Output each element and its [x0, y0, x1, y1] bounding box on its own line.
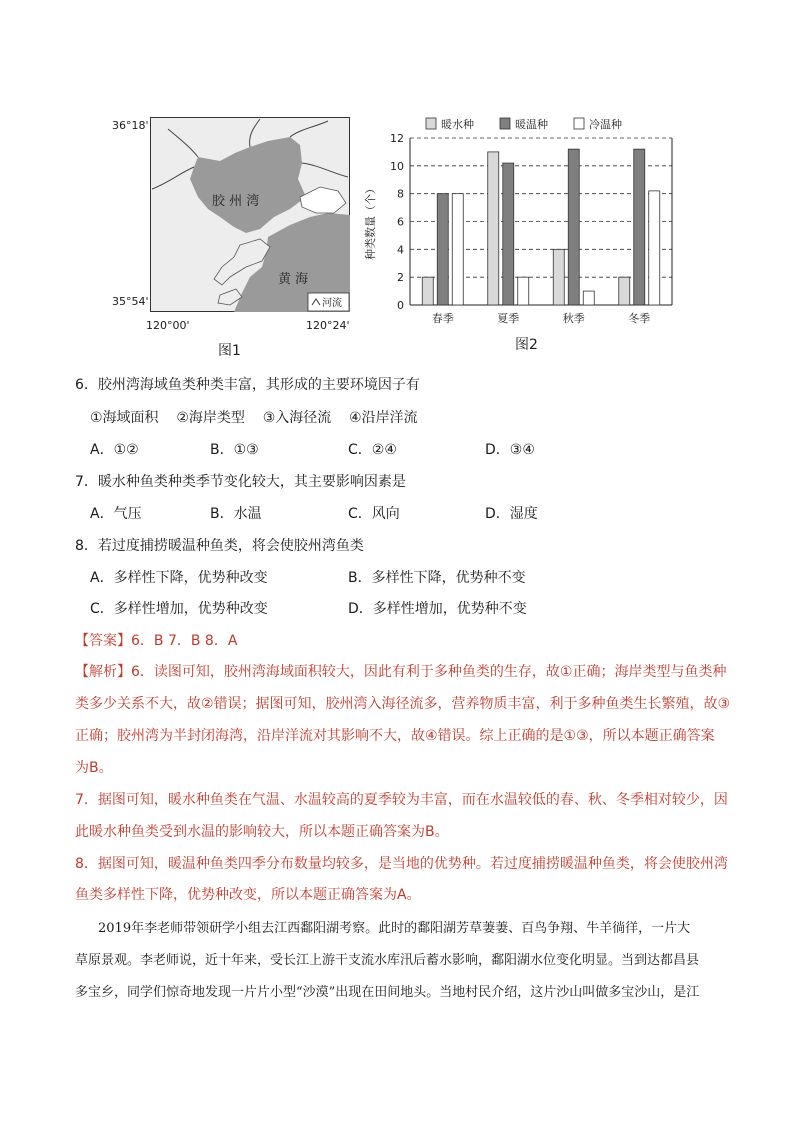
y-tick-label: 10: [390, 159, 404, 173]
figure2-caption: 图2: [515, 337, 538, 353]
bar: [619, 277, 630, 305]
legend-swatch: [500, 118, 510, 129]
lat-bottom-label: 35°54': [112, 295, 149, 308]
y-axis-label: 种类数量（个）: [364, 183, 377, 260]
legend-swatch: [426, 118, 436, 129]
answer-line: 【答案】6．B 7．B 8．A: [75, 633, 238, 649]
y-tick-label: 0: [397, 299, 404, 312]
q7-option-c[interactable]: C．风向: [348, 506, 400, 522]
bar: [503, 163, 514, 305]
figure1-caption: 图1: [218, 343, 241, 359]
q8-option-c[interactable]: C．多样性增加，优势种改变: [90, 601, 268, 617]
bar: [568, 149, 579, 305]
bar: [649, 191, 660, 305]
q8-stem: 8．若过度捕捞暖温种鱼类，将会使胶州湾鱼类: [75, 538, 364, 554]
bar: [518, 277, 529, 305]
y-tick-label: 2: [397, 271, 404, 285]
lon-right-label: 120°24': [306, 319, 350, 332]
figure2-chart: [360, 110, 680, 330]
x-tick-label: 春季: [431, 312, 454, 325]
y-tick-label: 12: [390, 132, 404, 145]
analysis-line-1: 【解析】6．读图可知，胶州湾海域面积较大，因此有利于多种鱼类的生存，故①正确；海岸类型与鱼类种: [75, 664, 727, 680]
q7-option-d[interactable]: D．湿度: [485, 506, 538, 522]
legend-swatch: [574, 118, 584, 129]
sea-label: 黄 海: [278, 272, 309, 287]
bay-label: 胶 州 湾: [212, 194, 260, 209]
q8-option-a[interactable]: A．多样性下降，优势种改变: [90, 570, 268, 586]
bar: [583, 291, 594, 305]
bar: [634, 149, 645, 305]
q8-option-d[interactable]: D．多样性增加，优势种不变: [348, 601, 527, 617]
q6-option-a[interactable]: A．①②: [90, 442, 139, 458]
y-tick-label: 6: [397, 215, 404, 229]
analysis-line-5: 7．据图可知，暖水种鱼类在气温、水温较高的夏季较为丰富，而在水温较低的春、秋、冬季相对较少，因: [75, 792, 728, 808]
figure1-map: [150, 117, 350, 312]
bar: [422, 277, 433, 305]
y-tick-label: 4: [397, 243, 404, 257]
passage-line-1: 2019年李老师带领研学小组去江西鄱阳湖考察。此时的鄱阳湖芳草萋萋、百鸟争翔、牛羊徜徉，一片大: [98, 921, 691, 936]
analysis-line-7: 8．据图可知，暖温种鱼类四季分布数量均较多，是当地的优势种。若过度捕捞暖温种鱼类，将会使胶州湾: [75, 856, 728, 872]
bar: [488, 152, 499, 305]
y-tick-label: 8: [397, 187, 404, 201]
bar: [452, 194, 463, 305]
analysis-line-4: 为B。: [75, 760, 113, 776]
lat-top-label: 36°18': [112, 119, 149, 132]
lon-left-label: 120°00': [146, 319, 190, 332]
bar: [437, 194, 448, 305]
q6-stem: 6．胶州湾海域鱼类种类丰富，其形成的主要环境因子有: [75, 377, 420, 393]
q7-option-b[interactable]: B．水温: [210, 506, 262, 522]
x-tick-label: 夏季: [497, 312, 520, 325]
legend-label: 暖温种: [515, 118, 548, 131]
q6-option-d[interactable]: D．③④: [485, 442, 535, 458]
analysis-line-3: 正确；胶州湾为半封闭海湾，沿岸洋流对其影响不大，故④错误。综上正确的是①③，所以本题正确答案: [75, 728, 715, 744]
q7-stem: 7．暖水种鱼类种类季节变化较大，其主要影响因素是: [75, 474, 406, 490]
x-tick-label: 冬季: [628, 312, 651, 325]
legend-label: 冷温种: [589, 118, 622, 131]
q6-factors: ①海域面积 ②海岸类型 ③入海径流 ④沿岸洋流: [90, 410, 418, 426]
bar: [553, 249, 564, 305]
q6-option-b[interactable]: B．①③: [210, 442, 259, 458]
river-legend-label: 河流: [322, 298, 342, 309]
analysis-line-6: 此暖水种鱼类受到水温的影响较大，所以本题正确答案为B。: [75, 824, 449, 840]
q7-option-a[interactable]: A．气压: [90, 506, 142, 522]
passage-line-2: 草原景观。李老师说，近十年来，受长江上游干支流水库汛后蓄水影响，鄱阳湖水位变化明显。当到达都昌县: [75, 953, 700, 968]
analysis-line-2: 类多少关系不大，故②错误；据图可知，胶州湾入海径流多，营养物质丰富，利于多种鱼类生长繁殖，故③: [75, 696, 731, 712]
analysis-line-8: 鱼类多样性下降，优势种改变，所以本题正确答案为A。: [75, 887, 421, 903]
q8-option-b[interactable]: B．多样性下降，优势种不变: [348, 570, 526, 586]
passage-line-3: 多宝乡，同学们惊奇地发现一片片小型“沙漠”出现在田间地头。当地村民介绍，这片沙山叫做多宝沙山，是江: [75, 985, 700, 1000]
q6-option-c[interactable]: C．②④: [348, 442, 397, 458]
x-tick-label: 秋季: [562, 312, 585, 325]
legend-label: 暖水种: [441, 118, 474, 131]
